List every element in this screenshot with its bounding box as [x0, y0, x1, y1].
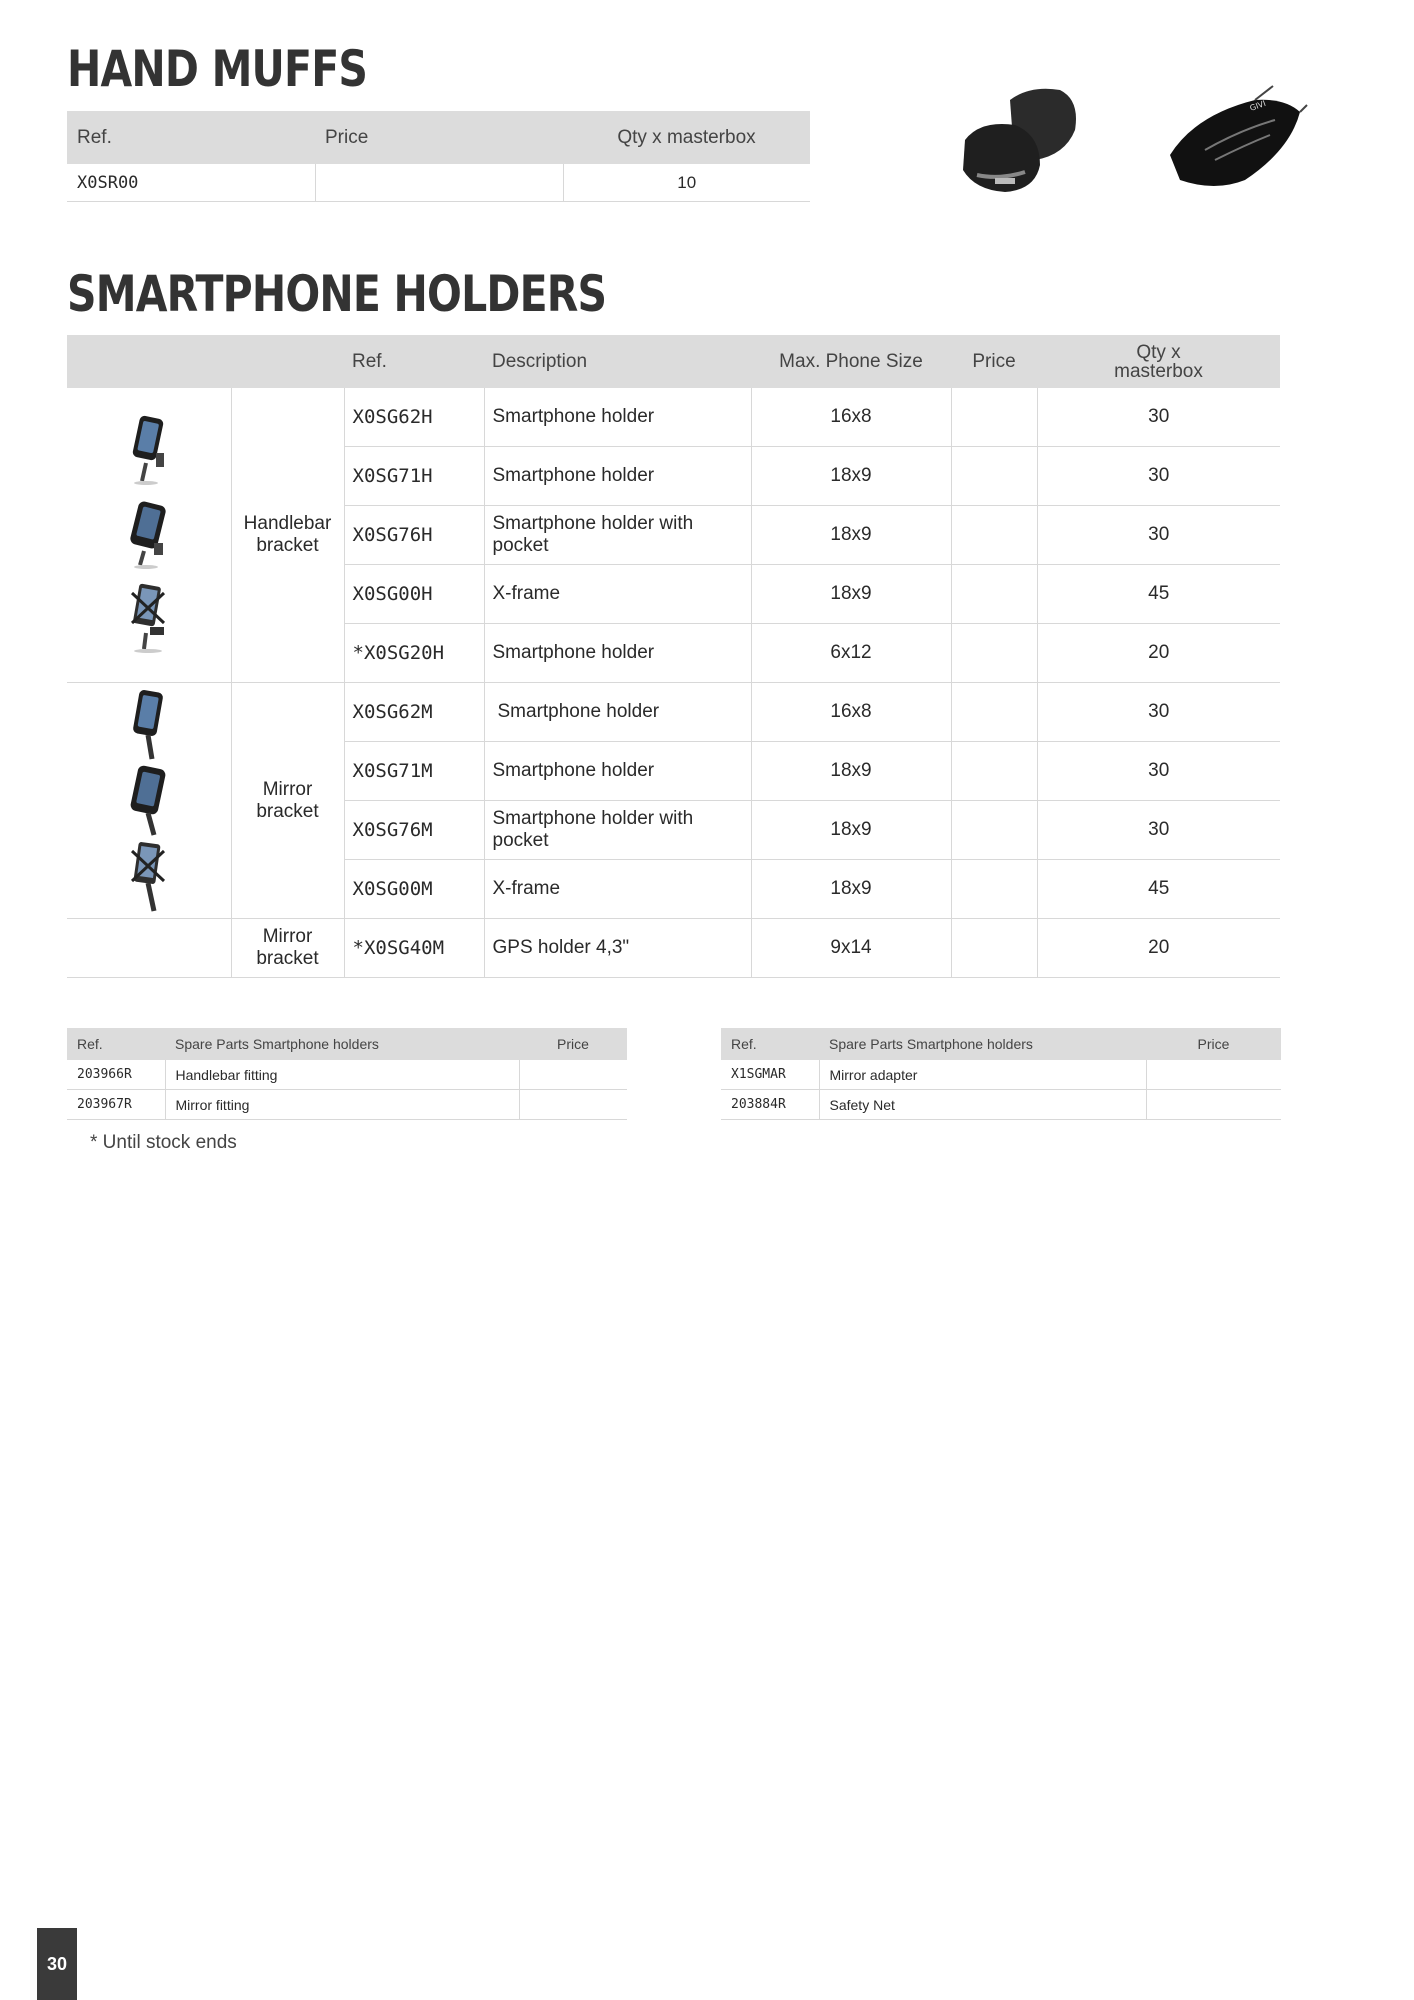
ref-cell: *X0SG40M [344, 919, 484, 978]
description-cell: Mirror adapter [819, 1060, 1146, 1090]
ref-cell: X0SG00M [344, 860, 484, 919]
col-ref: Ref. [344, 335, 484, 388]
group-line1: Mirror [262, 778, 313, 800]
size-cell: 18x9 [751, 860, 951, 919]
col-max-phone-size: Max. Phone Size [751, 335, 951, 388]
description-cell: Handlebar fitting [165, 1060, 519, 1090]
group-line1: Mirror [262, 926, 313, 947]
size-cell: 18x9 [751, 742, 951, 801]
hand-muffs-product-images [955, 80, 1355, 210]
price-cell [951, 860, 1037, 919]
group-line2: bracket [256, 535, 319, 556]
qty-cell: 45 [1037, 860, 1280, 919]
ref-cell: X0SG71M [344, 742, 484, 801]
page-number: 30 [37, 1928, 77, 2000]
col-spare-parts: Spare Parts Smartphone holders [819, 1028, 1146, 1060]
size-cell: 6x12 [751, 624, 951, 683]
ref-cell: X0SG00H [344, 565, 484, 624]
col-ref: Ref. [721, 1028, 819, 1060]
qty-cell: 30 [1037, 742, 1280, 801]
table-row [67, 1060, 627, 1090]
ref-cell: 203966R [67, 1060, 165, 1090]
col-qty-line2: masterbox [1114, 360, 1203, 382]
spare-parts-table-right [721, 1028, 1281, 1120]
smartphone-holder-image [124, 415, 174, 487]
size-cell: 18x9 [751, 801, 951, 860]
col-price: Price [1146, 1028, 1281, 1060]
col-price: Price [951, 335, 1037, 388]
table-header-row [67, 335, 1280, 388]
qty-cell: 10 [563, 164, 810, 202]
col-ref: Ref. [67, 111, 315, 164]
table-header-row [721, 1028, 1281, 1060]
price-cell [519, 1060, 627, 1090]
qty-cell: 30 [1037, 447, 1280, 506]
description-cell: Smartphone holder with pocket [484, 801, 751, 860]
smartphone-holder-pocket-mirror-image [124, 765, 174, 837]
table-row [67, 164, 810, 202]
description-cell: Mirror fitting [165, 1090, 519, 1120]
col-price: Price [315, 111, 563, 164]
price-cell [951, 683, 1037, 742]
table-row [721, 1090, 1281, 1120]
ref-cell: X0SG76M [344, 801, 484, 860]
ref-cell: 203884R [721, 1090, 819, 1120]
col-group [231, 335, 344, 388]
price-cell [315, 164, 563, 202]
mirror-images [67, 683, 231, 919]
description-cell: Smartphone holder [484, 388, 751, 447]
price-cell [1146, 1090, 1281, 1120]
hand-muffs-image [955, 80, 1355, 210]
smartphone-holders-title: SMARTPHONE HOLDERS [67, 265, 607, 323]
ref-cell: 203967R [67, 1090, 165, 1120]
description-cell: GPS holder 4,3" [484, 919, 751, 978]
col-qty: Qty x masterbox [563, 111, 810, 164]
smartphone-holder-pocket-image [124, 499, 174, 571]
col-price: Price [519, 1028, 627, 1060]
table-row [721, 1060, 1281, 1090]
table-row [67, 388, 1280, 447]
hand-muffs-title: HAND MUFFS [67, 40, 368, 98]
table-header-row [67, 1028, 627, 1060]
description-cell: Smartphone holder [484, 447, 751, 506]
col-qty [1037, 335, 1280, 388]
ref-cell: X0SG76H [344, 506, 484, 565]
col-description: Description [484, 335, 751, 388]
smartphone-holders-table [67, 335, 1280, 978]
description-cell: X-frame [484, 860, 751, 919]
qty-cell: 30 [1037, 388, 1280, 447]
handlebar-bracket-label [231, 388, 344, 683]
price-cell [951, 624, 1037, 683]
smartphone-holder-mirror-image [124, 689, 174, 761]
x-frame-mirror-image [124, 841, 174, 913]
description-cell: Smartphone holder [484, 683, 751, 742]
qty-cell: 30 [1037, 506, 1280, 565]
price-cell [951, 801, 1037, 860]
x-frame-image [124, 583, 174, 655]
size-cell: 9x14 [751, 919, 951, 978]
size-cell: 16x8 [751, 683, 951, 742]
qty-cell: 20 [1037, 624, 1280, 683]
size-cell: 16x8 [751, 388, 951, 447]
qty-cell: 30 [1037, 683, 1280, 742]
price-cell [951, 565, 1037, 624]
price-cell [951, 506, 1037, 565]
mirror-bracket-label [231, 683, 344, 919]
qty-cell: 30 [1037, 801, 1280, 860]
gps-mirror-bracket-label [231, 919, 344, 978]
handlebar-images [67, 388, 231, 683]
col-image [67, 335, 231, 388]
col-qty-line1: Qty x [1136, 341, 1181, 363]
price-cell [951, 742, 1037, 801]
description-cell: Smartphone holder with pocket [484, 506, 751, 565]
size-cell: 18x9 [751, 565, 951, 624]
price-cell [951, 447, 1037, 506]
qty-cell: 45 [1037, 565, 1280, 624]
svg-text:GIVI: GIVI [1248, 98, 1268, 113]
ref-cell: X0SG71H [344, 447, 484, 506]
price-cell [951, 919, 1037, 978]
footnote: * Until stock ends [90, 1132, 237, 1153]
table-row [67, 683, 1280, 742]
gps-image-cell [67, 919, 231, 978]
group-line2: bracket [256, 948, 319, 969]
price-cell [951, 388, 1037, 447]
description-cell: Safety Net [819, 1090, 1146, 1120]
table-header-row [67, 111, 810, 164]
size-cell: 18x9 [751, 447, 951, 506]
ref-cell: X0SR00 [67, 164, 315, 202]
table-row [67, 1090, 627, 1120]
group-line2: bracket [256, 800, 319, 822]
spare-parts-table-left [67, 1028, 627, 1120]
description-cell: Smartphone holder [484, 742, 751, 801]
description-cell: Smartphone holder [484, 624, 751, 683]
ref-cell: *X0SG20H [344, 624, 484, 683]
hand-muffs-table [67, 111, 810, 202]
ref-cell: X1SGMAR [721, 1060, 819, 1090]
ref-cell: X0SG62H [344, 388, 484, 447]
col-ref: Ref. [67, 1028, 165, 1060]
ref-cell: X0SG62M [344, 683, 484, 742]
size-cell: 18x9 [751, 506, 951, 565]
group-line1: Handlebar [243, 513, 332, 534]
col-spare-parts: Spare Parts Smartphone holders [165, 1028, 519, 1060]
price-cell [519, 1090, 627, 1120]
table-row [67, 919, 1280, 978]
description-cell: X-frame [484, 565, 751, 624]
price-cell [1146, 1060, 1281, 1090]
qty-cell: 20 [1037, 919, 1280, 978]
